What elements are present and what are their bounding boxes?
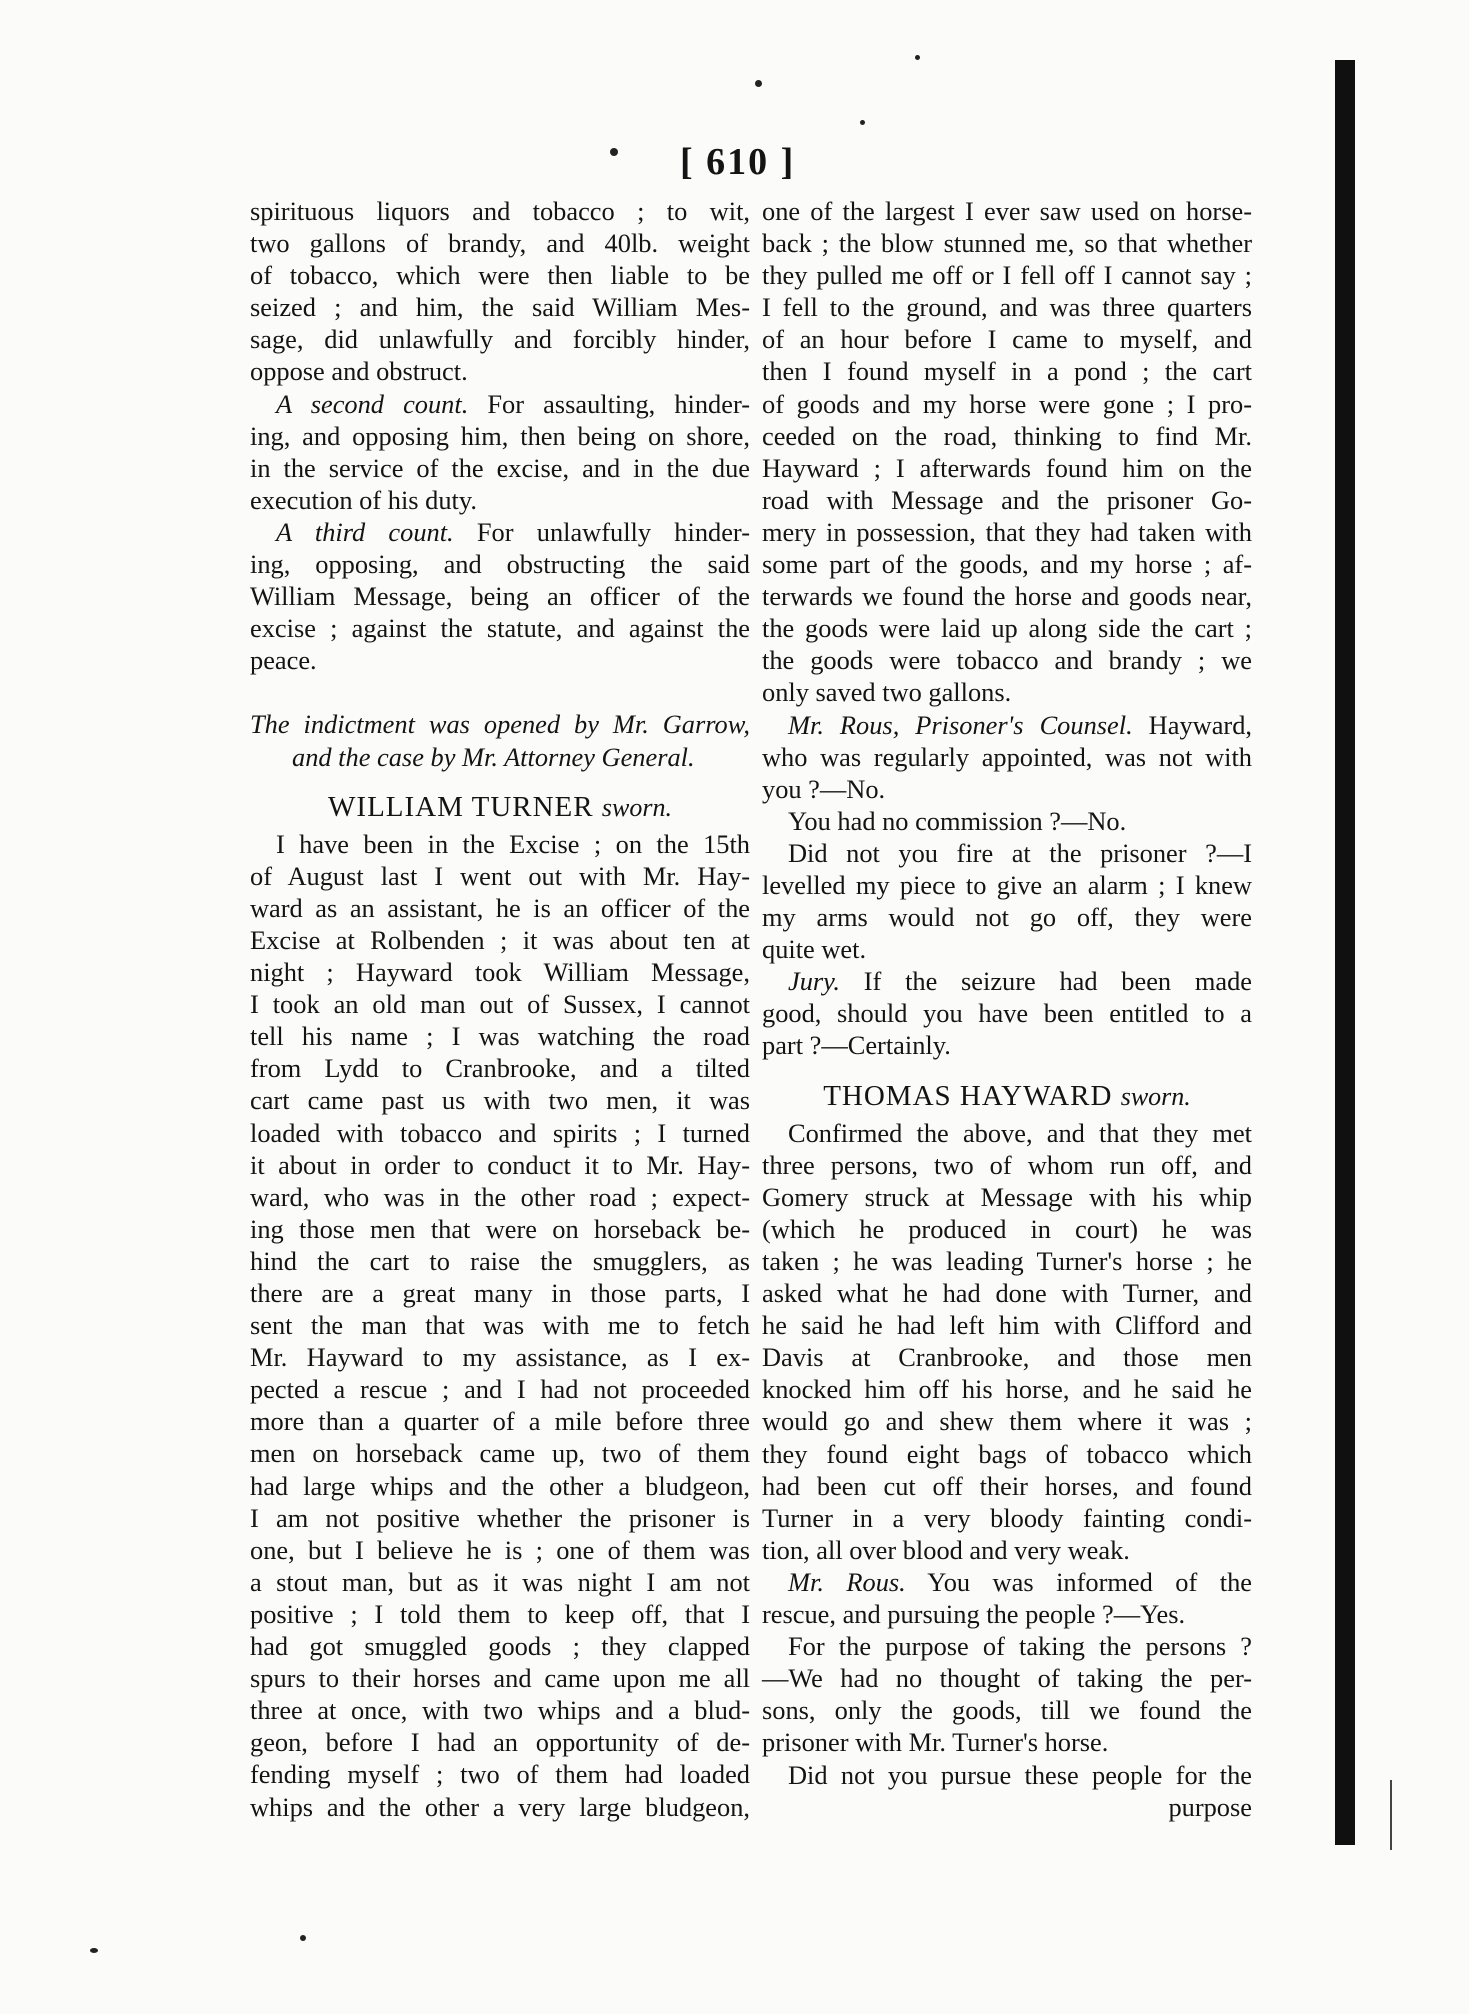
text-line: road with Message and the prisoner Go-: [762, 484, 1252, 515]
text-line: the goods were tobacco and brandy ; we: [762, 645, 1252, 676]
text-line: spurs to their horses and came upon me all: [250, 1663, 750, 1694]
text-line: mery in possession, that they had taken with: [762, 516, 1252, 547]
text-line: Did not you fire at the prisoner ?—I: [788, 837, 1252, 868]
text-line: had got smuggled goods ; they clapped: [250, 1631, 750, 1662]
text-line: in the service of the excise, and in the due: [250, 452, 750, 483]
text-line: from Lydd to Cranbrooke, and a tilted: [250, 1053, 750, 1084]
text-line: I have been in the Excise ; on the 15th: [276, 828, 750, 859]
text-line: Mr. Hayward to my assistance, as I ex-: [250, 1342, 750, 1373]
text-line: ing, opposing, and obstructing the said: [250, 549, 750, 580]
text-line: quite wet.: [762, 934, 867, 965]
speaker-label: Jury.: [788, 966, 841, 997]
text-line: You had no commission ?—No.: [788, 805, 1127, 836]
text-line: they pulled me off or I fell off I cannot say ;: [762, 260, 1252, 291]
text-line: I am not positive whether the prisoner is: [250, 1502, 750, 1533]
text-line: excise ; against the statute, and against the: [250, 613, 750, 644]
text-line: Hayward,: [1132, 709, 1253, 740]
second-count-label: A second count.: [276, 388, 469, 419]
text-line: terwards we found the horse and goods near,: [762, 581, 1252, 612]
text-line: positive ; I told them to keep off, that I: [250, 1598, 750, 1629]
text-line: The indictment was opened by Mr. Garrow,: [250, 709, 750, 740]
text-line: For the purpose of taking the persons ?: [788, 1631, 1252, 1662]
text-line: —We had no thought of taking the per-: [762, 1663, 1252, 1694]
second-cross-examination: [762, 1566, 1252, 1791]
text-line: levelled my piece to give an alarm ; I knew: [762, 869, 1252, 900]
text-line: (which he produced in court) he was: [762, 1213, 1252, 1244]
text-line: of tobacco, which were then liable to be: [250, 260, 750, 291]
text-line: ward as an assistant, he is an officer of the: [250, 892, 750, 923]
text-line: Excise at Rolbenden ; it was about ten at: [250, 924, 750, 955]
text-line: loaded with tobacco and spirits ; I turned: [250, 1117, 750, 1148]
sworn-label: sworn.: [601, 792, 672, 822]
text-line: Turner in a very bloody fainting condi-: [762, 1502, 1252, 1533]
text-line: prisoner with Mr. Turner's horse.: [762, 1727, 1109, 1758]
text-line: only saved two gallons.: [762, 677, 1012, 708]
text-line: If the seizure had been made: [840, 966, 1252, 997]
text-line: William Message, being an officer of the: [250, 581, 750, 612]
speaker-label: Mr. Rous.: [788, 1566, 906, 1597]
text-line: knocked him off his horse, and he said he: [762, 1374, 1252, 1405]
text-line: Davis at Cranbrooke, and those men: [762, 1342, 1252, 1373]
third-count: [250, 516, 750, 676]
text-line: had been cut off their horses, and found: [762, 1470, 1252, 1501]
text-line: there are a great many in those parts, I: [250, 1278, 750, 1308]
page-edge-mark: [1390, 1780, 1392, 1850]
witness-name: THOMAS HAYWARD: [823, 1079, 1113, 1112]
testimony-turner: [250, 828, 750, 1823]
text-line: ceeded on the road, thinking to find Mr.: [762, 420, 1252, 451]
text-line: asked what he had done with Turner, and: [762, 1278, 1252, 1309]
text-line: execution of his duty.: [250, 484, 477, 515]
text-line: they found eight bags of tobacco which: [762, 1438, 1252, 1469]
text-line: ing those men that were on horseback be-: [250, 1213, 750, 1244]
jury-question: [762, 965, 1252, 1061]
text-line: seized ; and him, the said William Mes-: [250, 292, 750, 323]
text-line: spirituous liquors and tobacco ; to wit,: [250, 196, 750, 226]
left-column: [250, 195, 750, 1823]
text-line: cart came past us with two men, it was: [250, 1085, 750, 1116]
text-line: a stout man, but as it was night I am not: [250, 1566, 750, 1597]
text-line: good, should you have been entitled to a: [762, 998, 1252, 1029]
text-line: of August last I went out with Mr. Hay-: [250, 860, 750, 891]
text-line: ing, and opposing him, then being on shore,: [250, 420, 750, 451]
text-line: you ?—No.: [762, 773, 886, 804]
text-line: who was regularly appointed, was not with: [762, 741, 1252, 772]
text-line: hind the cart to raise the smugglers, as: [250, 1245, 750, 1276]
text-line: he said he had left him with Clifford and: [762, 1310, 1252, 1341]
text-line: sons, only the goods, till we found the: [762, 1695, 1252, 1726]
text-line: more than a quarter of a mile before three: [250, 1406, 750, 1437]
text-line: it about in order to conduct it to Mr. Hay-: [250, 1149, 750, 1180]
text-line: back ; the blow stunned me, so that whether: [762, 228, 1252, 259]
text-line: tell his name ; I was watching the road: [250, 1021, 750, 1052]
book-spine-shadow: [1335, 60, 1355, 1845]
text-line: of goods and my horse were gone ; I pro-: [762, 388, 1252, 419]
text-line: whips and the other a very large bludgeon,: [250, 1791, 750, 1822]
text-line: tion, all over blood and very weak.: [762, 1534, 1130, 1565]
catchword: purpose: [1168, 1791, 1252, 1822]
third-count-label: A third count.: [276, 516, 454, 547]
text-line: part ?—Certainly.: [762, 1030, 951, 1061]
second-count: [250, 388, 750, 516]
text-line: Hayward ; I afterwards found him on the: [762, 452, 1252, 483]
testimony-hayward: [762, 1117, 1252, 1566]
text-line: peace.: [250, 645, 317, 676]
text-line: geon, before I had an opportunity of de-: [250, 1727, 750, 1758]
testimony-turner-continued: [762, 195, 1252, 709]
text-line: one, but I believe he is ; one of them was: [250, 1534, 750, 1565]
witness-name: WILLIAM TURNER: [328, 790, 594, 823]
text-line: would go and shew them where it was ;: [762, 1406, 1252, 1437]
text-line: pected a rescue ; and I had not proceeded: [250, 1374, 750, 1405]
text-line: sage, did unlawfully and forcibly hinder,: [250, 324, 750, 355]
text-line: fending myself ; two of them had loaded: [250, 1759, 750, 1790]
text-line: For assaulting, hinder-: [468, 388, 750, 419]
witness-heading: [250, 791, 750, 824]
text-line: then I found myself in a pond ; the cart: [762, 356, 1252, 387]
text-line: ward, who was in the other road ; expect-: [250, 1181, 750, 1212]
text-line: the goods were laid up along side the cart ;: [762, 613, 1252, 644]
witness-heading: [762, 1080, 1252, 1113]
opening-note: [250, 708, 750, 772]
text-line: some part of the goods, and my horse ; af-: [762, 549, 1252, 580]
text-line: my arms would not go off, they were: [762, 902, 1252, 933]
cross-examination: [762, 709, 1252, 966]
page-number: [ 610 ]: [680, 141, 796, 183]
text-line: one of the largest I ever saw used on horse-: [762, 196, 1252, 226]
indictment-text: [250, 195, 750, 388]
text-line: three persons, two of whom run off, and: [762, 1149, 1252, 1180]
text-line: I took an old man out of Sussex, I cannot: [250, 989, 750, 1020]
speaker-label: Mr. Rous, Prisoner's Counsel.: [788, 709, 1133, 740]
text-line: night ; Hayward took William Message,: [250, 957, 750, 988]
right-column: [762, 195, 1252, 1823]
text-line: sent the man that was with me to fetch: [250, 1310, 750, 1341]
text-line: Did not you pursue these people for the: [788, 1759, 1252, 1790]
text-line: You was informed of the: [905, 1566, 1252, 1597]
text-line: three at once, with two whips and a blud-: [250, 1695, 750, 1726]
text-line: For unlawfully hinder-: [453, 516, 750, 547]
text-line: taken ; he was leading Turner's horse ; he: [762, 1246, 1252, 1276]
text-line: of an hour before I came to myself, and: [762, 324, 1252, 355]
text-line: oppose and obstruct.: [250, 356, 468, 387]
text-line: had large whips and the other a bludgeon,: [250, 1470, 750, 1501]
text-line: I fell to the ground, and was three quarters: [762, 292, 1252, 323]
text-line: Gomery struck at Message with his whip: [762, 1181, 1252, 1212]
sworn-label: sworn.: [1120, 1081, 1191, 1111]
text-line: two gallons of brandy, and 40lb. weight: [250, 228, 750, 259]
text-line: men on horseback came up, two of them: [250, 1438, 750, 1469]
text-line: and the case by Mr. Attorney General.: [292, 741, 695, 772]
text-line: Confirmed the above, and that they met: [788, 1117, 1252, 1148]
text-line: rescue, and pursuing the people ?—Yes.: [762, 1599, 1186, 1630]
